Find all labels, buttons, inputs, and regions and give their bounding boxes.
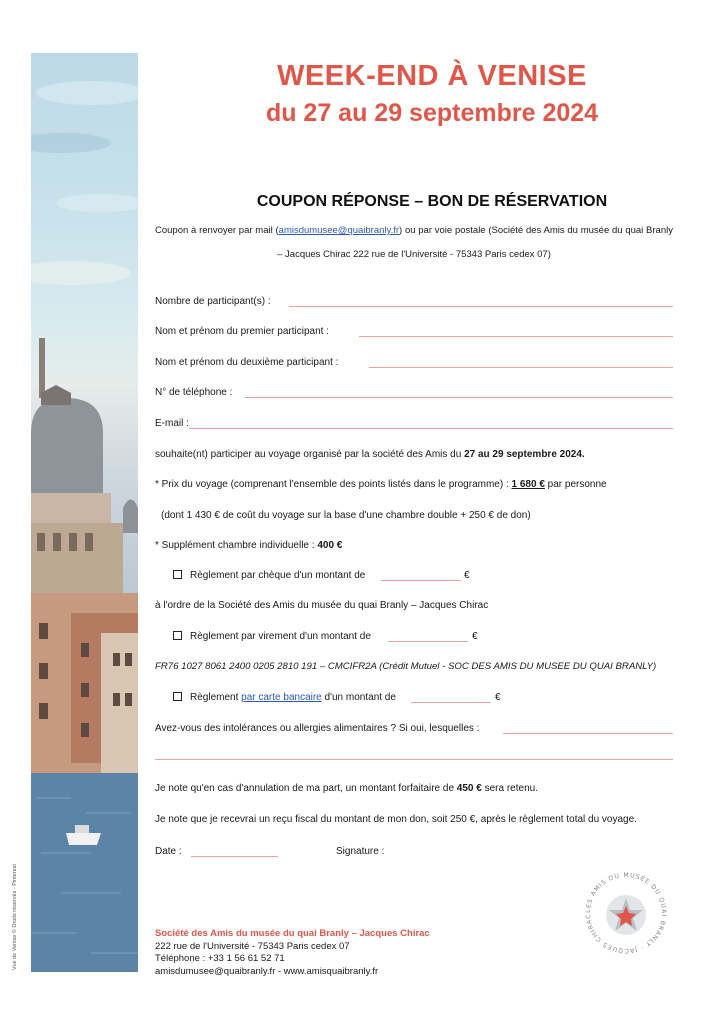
participants-label: Nombre de participant(s) : [155, 296, 271, 307]
second-participant-field[interactable] [369, 367, 673, 368]
price-line: * Prix du voyage (comprenant l'ensemble des points listés dans le programme) : 1 680 € par personne [155, 479, 607, 490]
first-participant-label: Nom et prénom du premier participant : [155, 326, 329, 337]
cheque-amount-field[interactable] [381, 580, 461, 581]
cancellation-note: Je note qu'en cas d'annulation de ma part, un montant forfaitaire de 450 € sera retenu. [155, 783, 538, 794]
card-amount-field[interactable] [411, 702, 491, 703]
phone-field[interactable] [245, 397, 673, 398]
allergies-field[interactable] [503, 733, 673, 734]
signature-label: Signature : [336, 846, 385, 857]
card-checkbox[interactable] [173, 692, 182, 701]
participation-statement: souhaite(nt) participer au voyage organisé par la société des Amis du 27 au 29 septembre 2024. [155, 449, 585, 460]
venice-photo-strip [31, 53, 138, 972]
amis-logo [583, 870, 669, 956]
cheque-option: Règlement par chèque d'un montant de [173, 570, 365, 581]
transfer-checkbox[interactable] [173, 631, 182, 640]
cheque-currency: € [464, 570, 470, 581]
card-currency: € [495, 692, 501, 703]
allergies-field-2[interactable] [155, 759, 673, 760]
price-detail: (dont 1 430 € de coût du voyage sur la base d'une chambre double + 250 € de don) [161, 510, 531, 521]
second-participant-label: Nom et prénom du deuxième participant : [155, 357, 339, 368]
footer-phone: Téléphone : +33 1 56 61 52 71 [155, 953, 285, 964]
transfer-amount-field[interactable] [388, 641, 468, 642]
first-participant-field[interactable] [359, 336, 673, 337]
venice-illustration [31, 53, 138, 972]
footer-org: Société des Amis du musée du quai Branly – Jacques Chirac [155, 928, 430, 939]
star-sculpture-icon [606, 895, 646, 935]
footer-contact [155, 928, 430, 978]
date-label: Date : [155, 846, 182, 857]
transfer-currency: € [472, 631, 478, 642]
supplement-value: 400 € [317, 540, 343, 551]
page-dates: du 27 au 29 septembre 2024 [265, 99, 599, 127]
phone-label: N° de téléphone : [155, 387, 233, 398]
cheque-checkbox[interactable] [173, 570, 182, 579]
coupon-title: COUPON RÉPONSE – BON DE RÉSERVATION [256, 193, 608, 210]
footer-address: 222 rue de l'Université - 75343 Paris cedex 07 [155, 940, 350, 952]
card-option: Règlement par carte bancaire d'un montant de [173, 692, 396, 703]
date-field[interactable] [191, 856, 278, 857]
supplement-line: * Supplément chambre individuelle : 400 € [155, 540, 343, 551]
price-value: 1 680 € [511, 479, 545, 490]
transfer-option: Règlement par virement d'un montant de [173, 631, 371, 642]
card-payment-link[interactable]: par carte bancaire [241, 692, 322, 703]
email-field[interactable] [189, 428, 673, 429]
photo-credit: Vue de Venise © Droits réservés - Pinterest [12, 864, 18, 970]
coupon-intro: Coupon à renvoyer par mail (amisdumusee@quaibranly.fr) ou par voie postale (Société des Amis du musée du quai Branly – Jacques Chirac 222 rue de l'Université - 75343 Paris cedex 07) [155, 225, 673, 260]
logo-ring-text: LES AMIS DU MUSÉE DU QUAI BRANLY · JACQUES CHIRAC [584, 871, 668, 955]
participants-field[interactable] [289, 306, 673, 307]
allergies-label: Avez-vous des intolérances ou allergies alimentaires ? Si oui, lesquelles : [155, 723, 480, 734]
footer-web: amisdumusee@quaibranly.fr - www.amisquaibranly.fr [155, 965, 379, 977]
page-title: WEEK-END À VENISE [277, 60, 587, 92]
iban-line: FR76 1027 8061 2400 0205 2810 191 – CMCIFR2A (Crédit Mutuel - SOC DES AMIS DU MUSEE DU QUAI BRANLY) [155, 661, 657, 672]
email-label: E-mail : [155, 418, 189, 429]
cheque-order: à l'ordre de la Société des Amis du musée du quai Branly – Jacques Chirac [155, 600, 489, 611]
email-link[interactable]: amisdumusee@quaibranly.fr [278, 225, 400, 236]
tax-receipt-note: Je note que je recevrai un reçu fiscal du montant de mon don, soit 250 €, après le règlement total du voyage. [155, 814, 637, 825]
